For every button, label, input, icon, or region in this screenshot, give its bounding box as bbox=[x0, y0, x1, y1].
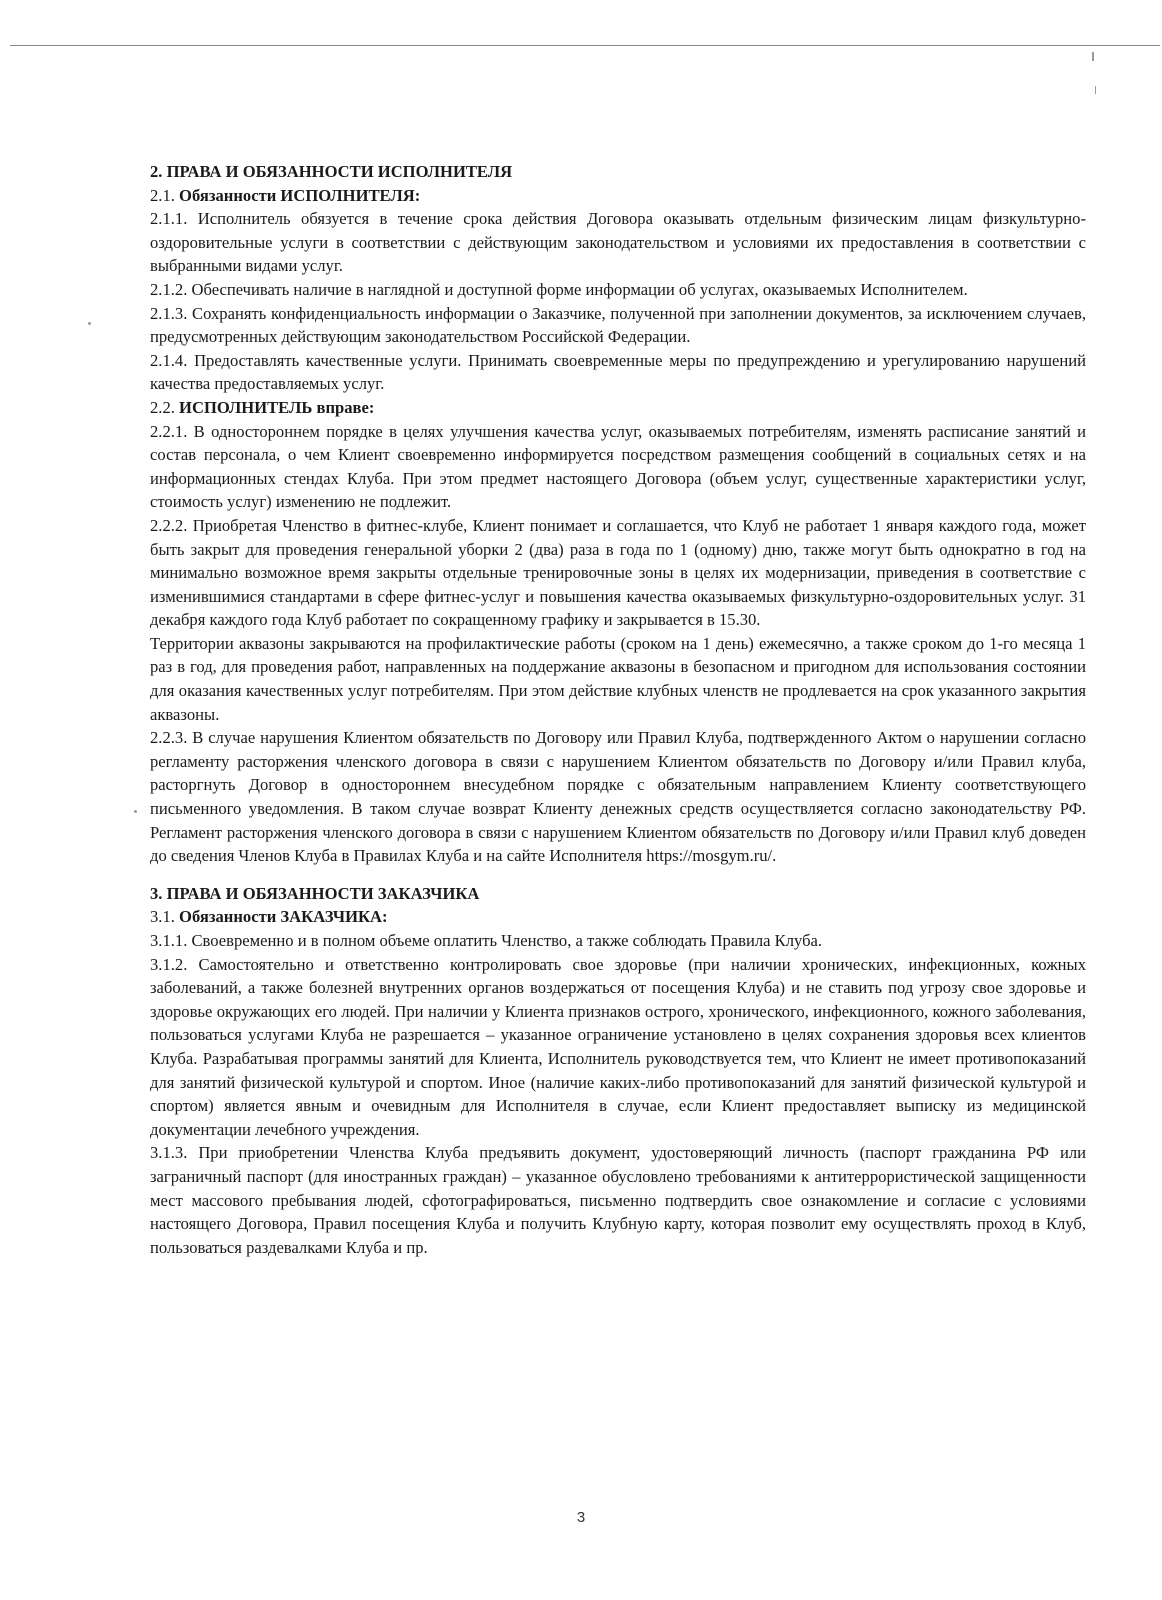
clause-aquazone: Территории аквазоны закрываются на профилактические работы (сроком на 1 день) ежемесячно, а также сроком до 1-го месяца 1 раз в год, для проведения работ, направленных на поддержание аквазоны в безопасном и пригодном для использования состоянии для оказания качественных услуг потребителям. При этом действие клубных членств не продлевается на срок указанного закрытия аквазоны. bbox=[150, 633, 1086, 724]
scan-mark bbox=[1092, 52, 1094, 61]
scan-mark bbox=[134, 810, 137, 813]
clause-3-1-2: 3.1.2. Самостоятельно и ответственно контролировать свое здоровье (при наличии хронических, инфекционных, кожных заболеваний, а также болезней внутренних органов воздержаться от посещения Клуба) и не ставить под угрозу свое здоровье и здоровье окружающих его людей. При наличии у Клиента признаков острого, хронического, инфекционного, кожного заболевания, пользоваться услугами Клуба не разрешается – указанное ограничение установлено в целях сохранения здоровья всех клиентов Клуба. Разрабатывая программы занятий для Клиента, Исполнитель руководствуется тем, что Клиент не имеет противопоказаний для занятий физической культурой и спортом. Иное (наличие каких-либо противопоказаний для занятий физической культурой и спортом) является явным и очевидным для Исполнителя в случае, если Клиент предоставляет выписку из медицинской документации лечебного учреждения. bbox=[150, 954, 1086, 1139]
clause-2-2-3: 2.2.3. В случае нарушения Клиентом обязательств по Договору или Правил Клуба, подтвержденного Актом о нарушении согласно регламенту расторжения членского договора в связи с нарушением Клиентом обязательств по Договору и/или Правил клуба, расторгнуть Договор в одностороннем внесудебном порядке с обязательным направлением Клиенту соответствующего письменного уведомления. В таком случае возврат Клиенту денежных средств осуществляется согласно законодательству РФ. Регламент расторжения членского договора в связи с нарушением Клиентом обязательств по Договору и/или Правил клуб доведен до сведения Членов Клуба в Правилах Клуба и на сайте Исполнителя https://mosgym.ru/. bbox=[150, 728, 1086, 866]
section-3-1-title: Обязанности ЗАКАЗЧИКА: bbox=[179, 907, 388, 927]
clause-2-1-1: 2.1.1. Исполнитель обязуется в течение срока действия Договора оказывать отдельным физическим лицам физкультурно-оздоровительные услуги в соответствии с действующим законодательством и условиями их предоставления в соответствии с выбранными видами услуг. bbox=[150, 209, 1086, 276]
section-2-1-title: Обязанности ИСПОЛНИТЕЛЯ: bbox=[179, 185, 421, 205]
section-2-title: 2. ПРАВА И ОБЯЗАННОСТИ ИСПОЛНИТЕЛЯ bbox=[150, 162, 513, 181]
document-body bbox=[150, 160, 1086, 1259]
clause-3-1-3: 3.1.3. При приобретении Членства Клуба предъявить документ, удостоверяющий личность (паспорт гражданина РФ или заграничный паспорт (для иностранных граждан) – указанное обусловлено требованиями к антитеррористической защищенности мест массового пребывания людей, сфотографироваться, письменно подтвердить свое ознакомление и согласие с условиями настоящего Договора, Правил посещения Клуба и получить Клубную карту, которая позволит ему осуществлять проход в Клуб, пользоваться раздевалками Клуба и пр. bbox=[150, 1143, 1086, 1257]
clause-2-1-2: 2.1.2. Обеспечивать наличие в наглядной и доступной форме информации об услугах, оказываемых Исполнителем. bbox=[150, 279, 968, 299]
section-2-1-heading bbox=[150, 184, 1086, 208]
clause-2-1-3: 2.1.3. Сохранять конфиденциальность информации о Заказчике, полученной при заполнении документов, за исключением случаев, предусмотренных действующим законодательством Российской Федерации. bbox=[150, 303, 1086, 347]
section-3-1-heading bbox=[150, 905, 1086, 929]
clause-2-2-2: 2.2.2. Приобретая Членство в фитнес-клубе, Клиент понимает и соглашается, что Клуб не работает 1 января каждого года, может быть закрыт для проведения генеральной уборки 2 (два) раза в года по 1 (одному) дню, также могут быть однократно в год на минимально возможное время закрыты отдельные тренировочные зоны в целях их модернизации, приведения в соответствие с изменившимися стандартами в сфере фитнес-услуг и повышения качества оказываемых физкультурно-оздоровительных услуг. 31 декабря каждого года Клуб работает по сокращенному графику и закрывается в 15.30. bbox=[150, 515, 1086, 630]
section-2-2-title: ИСПОЛНИТЕЛЬ вправе: bbox=[179, 397, 375, 417]
clause-3-1-1: 3.1.1. Своевременно и в полном объеме оплатить Членство, а также соблюдать Правила Клуба. bbox=[150, 931, 823, 950]
section-2-1-number: 2.1. bbox=[150, 185, 180, 205]
scan-mark bbox=[88, 322, 91, 325]
section-3-title: 3. ПРАВА И ОБЯЗАННОСТИ ЗАКАЗЧИКА bbox=[150, 883, 480, 903]
page-number: 3 bbox=[576, 1509, 586, 1526]
scan-mark bbox=[1095, 86, 1096, 94]
scan-top-rule bbox=[10, 45, 1160, 46]
section-3-1-number: 3.1. bbox=[150, 907, 180, 927]
section-2-2-heading bbox=[150, 396, 1086, 420]
section-2-2-number: 2.2. bbox=[150, 397, 180, 417]
section-gap bbox=[150, 868, 1086, 882]
clause-2-1-4: 2.1.4. Предоставлять качественные услуги. Принимать своевременные меры по предупреждению и урегулированию нарушений качества предоставляемых услуг. bbox=[150, 350, 1086, 394]
clause-2-2-1: 2.2.1. В одностороннем порядке в целях улучшения качества услуг, оказываемых потребителям, изменять расписание занятий и состав персонала, о чем Клиент своевременно информируется посредством размещения сообщений в социальных сетях и на информационных стендах Клуба. При этом предмет настоящего Договора (объем услуг, существенные характеристики услуг, стоимость услуг) изменению не подлежит. bbox=[150, 421, 1086, 512]
